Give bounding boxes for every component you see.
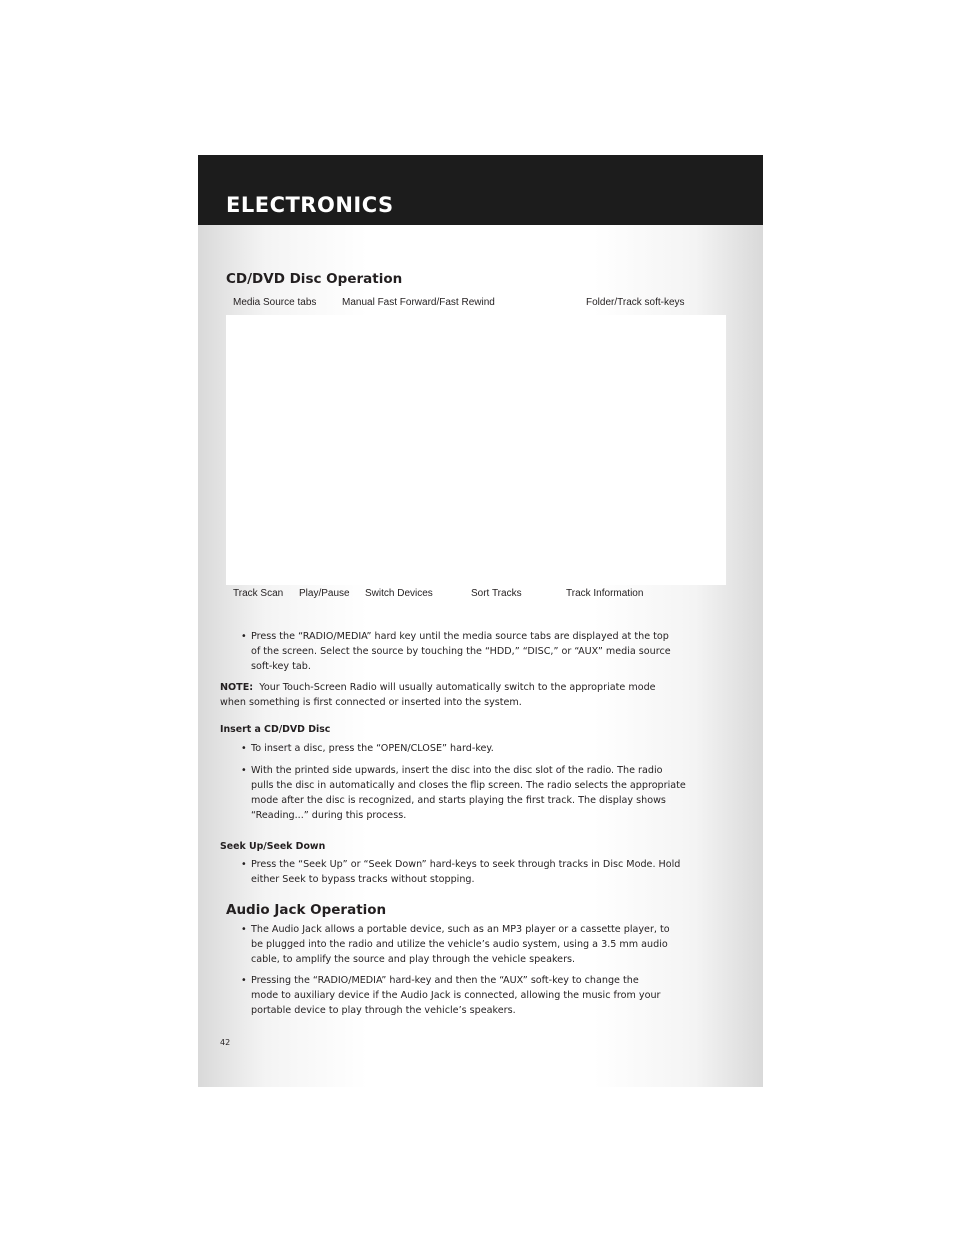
text-line: portable device to play through the vehicle’s speakers. (251, 1005, 516, 1016)
bullet-audio-jack-allows (241, 922, 741, 967)
subheading-insert-disc: Insert a CD/DVD Disc (220, 724, 331, 735)
manual-page (198, 155, 763, 1087)
text-line: mode after the disc is recognized, and starts playing the first track. The display shows (251, 795, 666, 806)
bullet-dot: • (241, 765, 247, 776)
bullet-dot: • (241, 743, 247, 754)
section-title-audio-jack: Audio Jack Operation (226, 902, 387, 918)
text-line: cable, to amplify the source and play through the vehicle speakers. (251, 954, 576, 965)
bullet-media-source (241, 629, 741, 674)
bullet-dot: • (241, 975, 247, 986)
bullet-insert-open-close (241, 741, 741, 757)
bullet-insert-printed-side (241, 763, 741, 823)
figure-label-track-scan: Track Scan (233, 588, 284, 599)
text-line: Press the “RADIO/MEDIA” hard key until the media source tabs are displayed at the top (251, 631, 669, 642)
text-line: With the printed side upwards, insert the disc into the disc slot of the radio. The radio (251, 765, 663, 776)
text-line: either Seek to bypass tracks without stopping. (251, 874, 475, 885)
figure-label-sort-tracks: Sort Tracks (471, 588, 522, 599)
figure-label-media-source-tabs: Media Source tabs (233, 297, 317, 308)
text-line: mode to auxiliary device if the Audio Jack is connected, allowing the music from your (251, 990, 661, 1001)
text-line: Pressing the “RADIO/MEDIA” hard-key and then the “AUX” soft-key to change the (251, 975, 639, 986)
bullet-dot: • (241, 631, 247, 642)
text-line: Your Touch-Screen Radio will usually automatically switch to the appropriate mode (259, 682, 656, 693)
text-line: To insert a disc, press the “OPEN/CLOSE” hard-key. (251, 743, 494, 754)
figure-label-switch-devices: Switch Devices (365, 588, 433, 599)
figure-label-play-pause: Play/Pause (299, 588, 350, 599)
text-line: “Reading...” during this process. (251, 810, 407, 821)
note-paragraph (220, 680, 740, 710)
section-title-cd-dvd: CD/DVD Disc Operation (226, 271, 403, 287)
bullet-dot: • (241, 859, 247, 870)
text-line: when something is first connected or inserted into the system. (220, 697, 522, 708)
text-line: The Audio Jack allows a portable device, such as an MP3 player or a cassette player, to (251, 924, 670, 935)
page-number: 42 (220, 1038, 231, 1047)
bullet-dot: • (241, 924, 247, 935)
text-line: pulls the disc in automatically and closes the flip screen. The radio selects the appropriate (251, 780, 686, 791)
radio-screen-figure (226, 315, 726, 585)
text-line: be plugged into the radio and utilize the vehicle’s audio system, using a 3.5 mm audio (251, 939, 668, 950)
text-line: of the screen. Select the source by touching the “HDD,” “DISC,” or “AUX” media source (251, 646, 671, 657)
text-line: Press the “Seek Up” or “Seek Down” hard-keys to seek through tracks in Disc Mode. Hold (251, 859, 681, 870)
page-title: ELECTRONICS (226, 193, 394, 217)
bullet-audio-jack-pressing (241, 973, 741, 1018)
figure-label-track-information: Track Information (566, 588, 644, 599)
subheading-seek: Seek Up/Seek Down (220, 841, 326, 852)
note-label: NOTE: (220, 682, 254, 693)
bullet-seek (241, 857, 741, 887)
header-bar (198, 155, 763, 225)
figure-label-fast-forward-rewind: Manual Fast Forward/Fast Rewind (342, 297, 495, 308)
text-line: soft-key tab. (251, 661, 311, 672)
figure-label-folder-track: Folder/Track soft-keys (586, 297, 685, 308)
